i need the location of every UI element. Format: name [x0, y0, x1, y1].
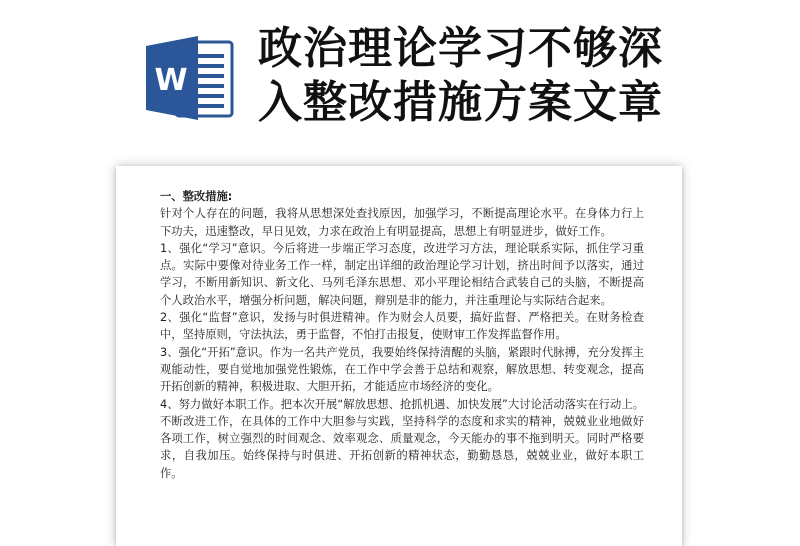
page-title	[258, 22, 778, 130]
document-page	[116, 166, 682, 546]
word-icon-letter: W	[154, 63, 188, 98]
section-heading: 一、整改措施:	[160, 190, 233, 203]
document-paragraph: 4、努力做好本职工作。把本次开展“解放思想、抢抓机遇、加快发展”大讨论活动落实在行动上。不断改进工作，在具体的工作中大胆参与实践，坚持科学的态度和求实的精神，兢兢业业地做好各项工作，树立强烈的时间观念、效率观念、质量观念，今天能办的事不拖到明天。同时严格要求，自我加压。始终保持与时俱进、开拓创新的精神状态，勤勤恳恳，兢兢业业，做好本职工作。	[160, 397, 644, 480]
document-body	[160, 188, 644, 482]
document-paragraph: 2、强化“监督”意识，发扬与时俱进精神。作为财会人员要，搞好监督、严格把关。在财务检查中，坚持原则，守法执法，勇于监督，不怕打击报复，使财审工作发挥监督作用。	[160, 311, 644, 342]
document-paragraph: 3、强化“开拓”意识。作为一名共产党员，我要始终保持清醒的头脑，紧跟时代脉搏，充分发挥主观能动性，要自觉地加强党性锻炼，在工作中学会善于总结和观察，解放思想、转变观念，提高开拓创新的精神，积极进取、大胆开拓，才能适应市场经济的变化。	[160, 345, 644, 394]
title-line-1: 政治理论学习不够深	[258, 23, 663, 74]
word-document-icon	[140, 28, 240, 128]
document-paragraph: 针对个人存在的问题，我将从思想深处查找原因，加强学习，不断提高理论水平。在身体力行上下功夫，迅速整改，早日见效，力求在政治上有明显提高，思想上有明显进步，做好工作。	[160, 207, 644, 238]
title-line-2: 入整改措施方案文章	[258, 77, 663, 128]
header	[0, 0, 800, 160]
document-paragraph: 1、强化“学习”意识。今后将进一步端正学习态度，改进学习方法，理论联系实际，抓住学习重点。实际中要像对待业务工作一样，制定出详细的政治理论学习计划，挤出时间予以落实，通过学习，不断用新知识、新文化、马列毛泽东思想、邓小平理论相结合武装自己的头脑，不断提高个人政治水平，增强分析问题，解决问题，辩别是非的能力，并注重理论与实际结合起来。	[160, 241, 644, 307]
